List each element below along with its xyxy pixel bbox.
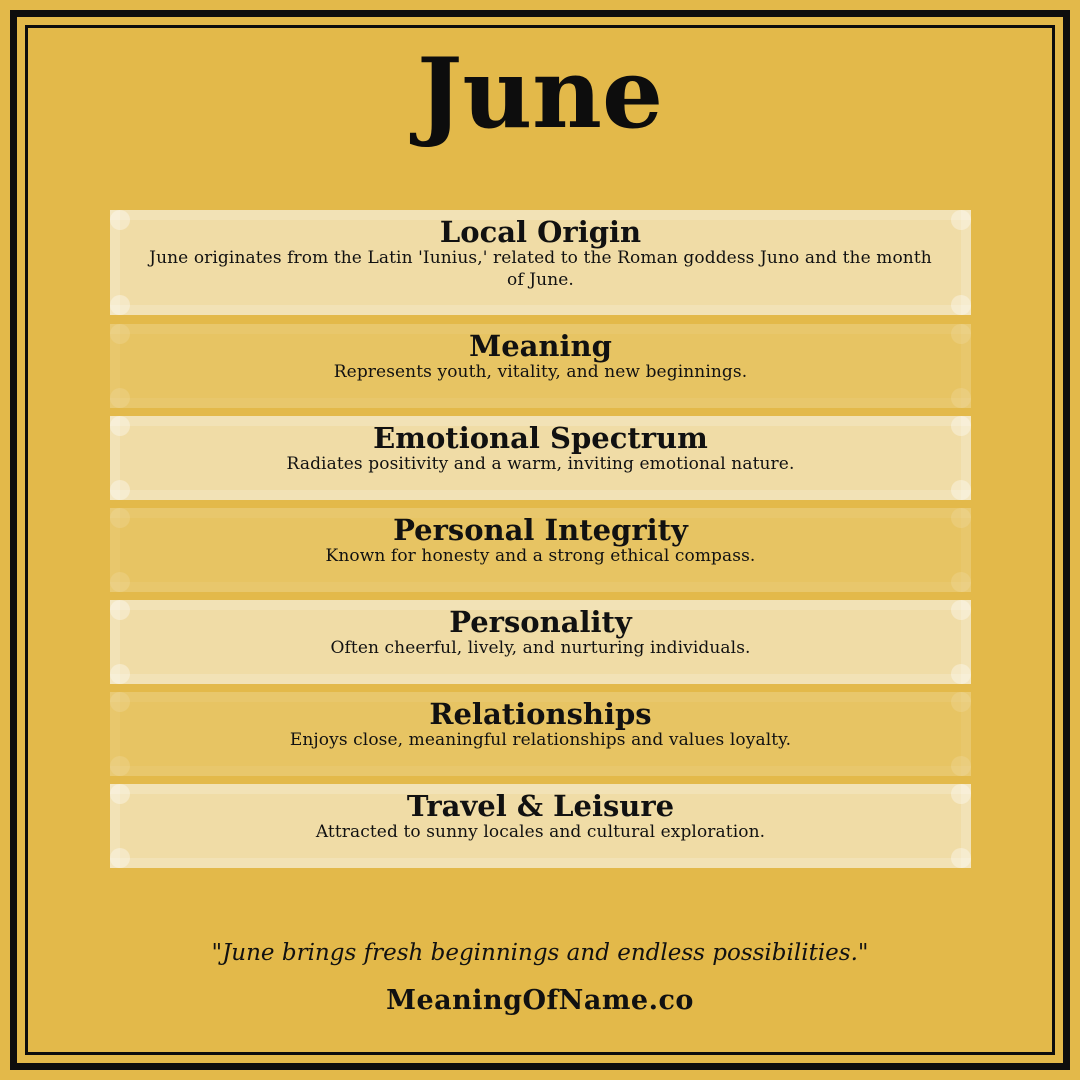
card-heading: Emotional Spectrum <box>373 421 708 455</box>
card-local-origin <box>110 210 971 315</box>
corner-dot-icon <box>110 572 130 592</box>
corner-dot-icon <box>951 664 971 684</box>
page-title: June <box>416 37 664 150</box>
corner-dot-icon <box>110 480 130 500</box>
corner-dot-icon <box>110 756 130 776</box>
card-heading: Personality <box>449 605 632 639</box>
card-personal-integrity <box>110 508 971 592</box>
corner-dot-icon <box>951 572 971 592</box>
trait-card-list <box>110 210 971 876</box>
card-text: Radiates positivity and a warm, inviting emotional nature. <box>286 454 795 474</box>
card-heading: Local Origin <box>439 215 642 249</box>
card-text: June originates from the Latin 'Iunius,' related to the Roman goddess Juno and the month of June. <box>149 248 932 290</box>
corner-dot-icon <box>951 756 971 776</box>
corner-dot-icon <box>951 848 971 868</box>
card-heading: Meaning <box>469 329 612 363</box>
corner-dot-icon <box>951 295 971 315</box>
card-text: Attracted to sunny locales and cultural exploration. <box>315 822 766 842</box>
corner-dot-icon <box>110 664 130 684</box>
card-heading: Personal Integrity <box>393 513 688 547</box>
card-text: Represents youth, vitality, and new beginnings. <box>333 362 748 382</box>
site-name: MeaningOfName.co <box>386 985 694 1016</box>
corner-dot-icon <box>951 480 971 500</box>
corner-dot-icon <box>110 848 130 868</box>
card-travel-leisure <box>110 784 971 868</box>
card-meaning <box>110 324 971 408</box>
card-text: Often cheerful, lively, and nurturing individuals. <box>330 638 751 658</box>
card-emotional-spectrum <box>110 416 971 500</box>
card-text: Enjoys close, meaningful relationships and values loyalty. <box>289 730 792 750</box>
corner-dot-icon <box>110 388 130 408</box>
card-personality <box>110 600 971 684</box>
corner-dot-icon <box>951 388 971 408</box>
card-heading: Travel & Leisure <box>406 789 675 823</box>
card-heading: Relationships <box>429 697 652 731</box>
corner-dot-icon <box>110 295 130 315</box>
tagline-quote: "June brings fresh beginnings and endless possibilities." <box>211 940 869 966</box>
card-text: Known for honesty and a strong ethical compass. <box>325 546 756 566</box>
card-relationships <box>110 692 971 776</box>
